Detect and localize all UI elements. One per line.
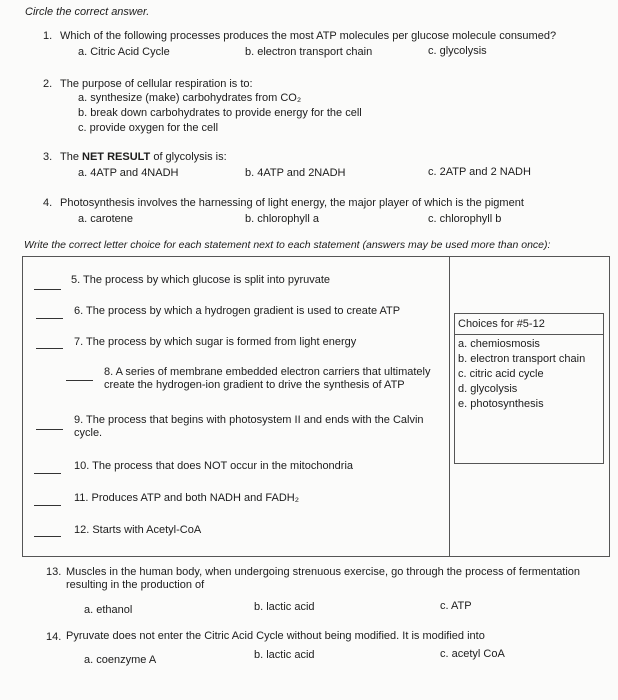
statement-8: 8. A series of membrane embedded electron carriers that ultimately create the hydrogen-ion gradient to drive the synthesis of ATP	[104, 366, 431, 392]
question-3-text	[60, 151, 227, 164]
question-3-text-suffix: of glycolysis is:	[150, 151, 227, 163]
instructions-heading: Circle the correct answer.	[25, 6, 150, 18]
question-3-text-bold: NET RESULT	[82, 151, 151, 163]
question-1-option-c[interactable]: c. glycolysis	[428, 45, 487, 57]
answer-blank-10[interactable]	[34, 473, 61, 474]
question-2-number: 2.	[43, 78, 53, 90]
question-14-option-b[interactable]: b. lactic acid	[254, 649, 315, 661]
question-13-option-c[interactable]: c. ATP	[440, 600, 472, 612]
question-4-option-c[interactable]: c. chlorophyll b	[428, 213, 502, 225]
statement-6: 6. The process by which a hydrogen gradient is used to create ATP	[74, 305, 401, 317]
question-1-number: 1.	[43, 30, 53, 42]
matching-instructions: Write the correct letter choice for each statement next to each statement (answers may be used more than once):	[24, 239, 551, 251]
answer-blank-11[interactable]	[34, 505, 61, 506]
question-2-option-c[interactable]: c. provide oxygen for the cell	[78, 122, 219, 134]
choices-box	[454, 313, 604, 464]
choice-b: b. electron transport chain	[458, 353, 586, 365]
question-4-number: 4.	[43, 197, 53, 209]
question-2-text: The purpose of cellular respiration is to:	[60, 78, 253, 90]
choice-e: e. photosynthesis	[458, 398, 544, 410]
question-13-number: 13.	[46, 566, 62, 578]
question-13-option-a[interactable]: a. ethanol	[84, 604, 133, 616]
table-divider	[449, 256, 450, 557]
question-4-option-a[interactable]: a. carotene	[78, 213, 134, 225]
answer-blank-12[interactable]	[34, 536, 61, 537]
statement-7: 7. The process by which sugar is formed from light energy	[74, 336, 357, 348]
question-13-text: Muscles in the human body, when undergoing strenuous exercise, go through the process of fermentation resulting in the production of	[66, 566, 581, 592]
question-3-text-prefix: The	[60, 151, 83, 163]
question-14-text: Pyruvate does not enter the Citric Acid Cycle without being modified. It is modified into	[66, 630, 485, 642]
choices-header-rule	[455, 334, 603, 335]
choice-a: a. chemiosmosis	[458, 338, 540, 350]
answer-blank-5[interactable]	[34, 289, 61, 290]
question-1-option-b[interactable]: b. electron transport chain	[245, 46, 373, 58]
question-14-option-a[interactable]: a. coenzyme A	[84, 654, 157, 666]
choices-title: Choices for #5-12	[458, 318, 545, 330]
question-3-option-c[interactable]: c. 2ATP and 2 NADH	[428, 166, 531, 178]
statement-11: 11. Produces ATP and both NADH and FADH₂	[74, 492, 300, 504]
statement-12: 12. Starts with Acetyl-CoA	[74, 524, 202, 536]
question-14-number: 14.	[46, 631, 62, 643]
choice-d: d. glycolysis	[458, 383, 518, 395]
question-13-option-b[interactable]: b. lactic acid	[254, 601, 315, 613]
choice-c: c. citric acid cycle	[458, 368, 544, 380]
question-3-option-b[interactable]: b. 4ATP and 2NADH	[245, 167, 346, 179]
question-1-option-a[interactable]: a. Citric Acid Cycle	[78, 46, 170, 58]
question-2-option-a[interactable]: a. synthesize (make) carbohydrates from CO₂	[78, 92, 302, 104]
question-3-option-a[interactable]: a. 4ATP and 4NADH	[78, 167, 179, 179]
question-2-option-b[interactable]: b. break down carbohydrates to provide energy for the cell	[78, 107, 362, 119]
answer-blank-9[interactable]	[36, 429, 63, 430]
answer-blank-7[interactable]	[36, 348, 63, 349]
answer-blank-8[interactable]	[66, 380, 93, 381]
question-4-option-b[interactable]: b. chlorophyll a	[245, 213, 319, 225]
question-1-text: Which of the following processes produces the most ATP molecules per glucose molecule consumed?	[60, 30, 557, 42]
question-14-option-c[interactable]: c. acetyl CoA	[440, 648, 505, 660]
question-3-number: 3.	[43, 151, 53, 163]
statement-9: 9. The process that begins with photosystem II and ends with the Calvin cycle.	[74, 414, 424, 440]
statement-10: 10. The process that does NOT occur in the mitochondria	[74, 460, 354, 472]
question-4-text: Photosynthesis involves the harnessing of light energy, the major player of which is the pigment	[60, 197, 524, 209]
statement-5: 5. The process by which glucose is split into pyruvate	[71, 274, 331, 286]
answer-blank-6[interactable]	[36, 318, 63, 319]
